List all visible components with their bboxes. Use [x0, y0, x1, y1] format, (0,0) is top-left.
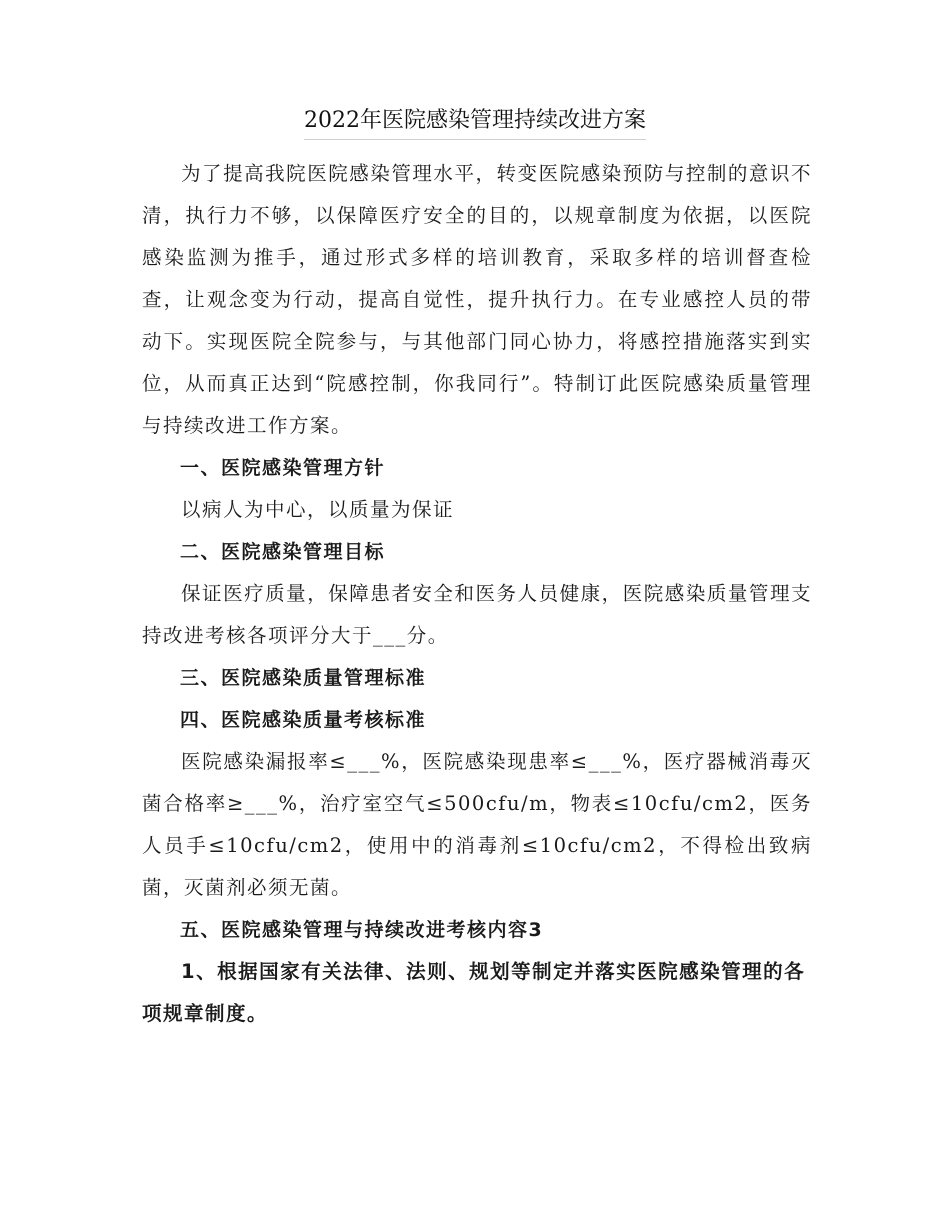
section-4-heading: 四、医院感染质量考核标准: [180, 709, 427, 731]
section-1-text: 以病人为中心，以质量为保证: [181, 498, 455, 521]
section-3-heading: 三、医院感染质量管理标准: [180, 667, 427, 689]
section-1-heading: 一、医院感染管理方针: [180, 457, 386, 479]
intro-paragraph: 为了提高我院医院感染管理水平，转变医院感染预防与控制的意识不清，执行力不够，以保障医疗安全的目的，以规章制度为依据，以医院感染监测为推手，通过形式多样的培训教育，采取多样的培训督查检查，让观念变为行动，提高自觉性，提升执行力。在专业感控人员的带动下。实现医院全院参与，与其他部门同心协力，将感控措施落实到实位，从而真正达到“院感控制，你我同行”。特制订此医院感染质量管理与持续改进工作方案。: [142, 162, 812, 437]
section-2-heading: 二、医院感染管理目标: [180, 541, 386, 563]
document-body: [142, 153, 812, 1035]
section-2-text: 保证医疗质量，保障患者安全和医务人员健康，医院感染质量管理支持改进考核各项评分大于___分。: [142, 582, 812, 647]
section-5-heading: 五、医院感染管理与持续改进考核内容3: [180, 919, 544, 941]
section-4-text: 医院感染漏报率≤___%，医院感染现患率≤___%，医疗器械消毒灭菌合格率≥___%，治疗室空气≤500cfu/m，物表≤10cfu/cm2，医务人员手≤10cfu/cm2，使用中的消毒剂≤10cfu/cm2，不得检出致病菌，灭菌剂必须无菌。: [142, 750, 812, 899]
section-5-item-1: 1、根据国家有关法律、法则、规划等制定并落实医院感染管理的各项规章制度。: [142, 960, 806, 1025]
document-title: [0, 105, 950, 140]
document-title-text: 2022年医院感染管理持续改进方案: [304, 105, 646, 140]
